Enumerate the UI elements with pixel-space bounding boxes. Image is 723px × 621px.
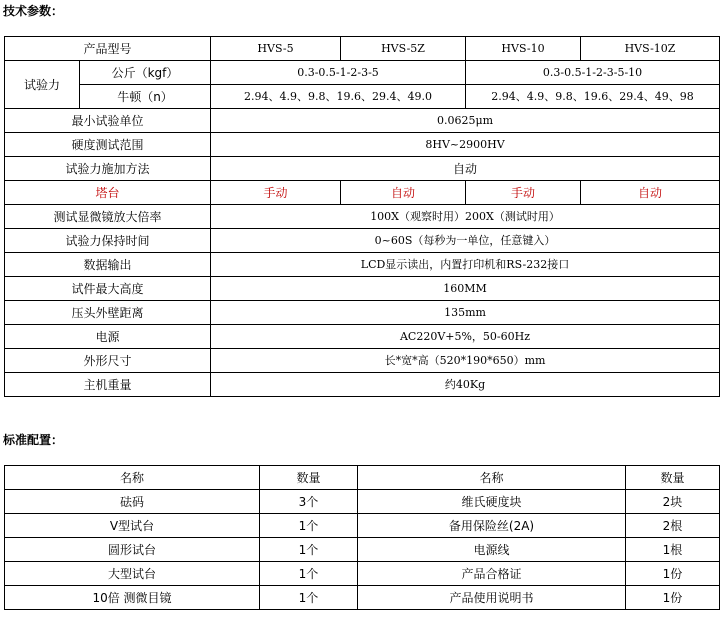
- row-value: 0~60S（每秒为一单位，任意键入）: [211, 229, 720, 253]
- row-label: 外形尺寸: [5, 349, 211, 373]
- item-name: 10倍 测微目镜: [5, 586, 260, 610]
- table-row: [5, 133, 720, 157]
- item-name: 电源线: [358, 538, 626, 562]
- kgf-label: 公斤（kgf）: [80, 61, 211, 85]
- item-qty: 1个: [260, 562, 358, 586]
- row-label: 测试显微镜放大倍率: [5, 205, 211, 229]
- row-value: 自动: [211, 157, 720, 181]
- item-qty: 2块: [626, 490, 720, 514]
- table-row: [5, 586, 720, 610]
- table-row: [5, 490, 720, 514]
- item-qty: 1份: [626, 562, 720, 586]
- model-cell: HVS-5Z: [341, 37, 466, 61]
- item-name: 砝码: [5, 490, 260, 514]
- table-header-row: [5, 466, 720, 490]
- table-row: [5, 229, 720, 253]
- n-value-b: 2.94、4.9、9.8、19.6、29.4、49、98: [466, 85, 720, 109]
- table-row: [5, 277, 720, 301]
- table-row: [5, 37, 720, 61]
- spec-heading: 技术参数：: [3, 4, 64, 18]
- turret-cell: 手动: [211, 181, 341, 205]
- table-row: [5, 373, 720, 397]
- column-header: 数量: [626, 466, 720, 490]
- row-label: 最小试验单位: [5, 109, 211, 133]
- table-row: [5, 181, 720, 205]
- row-value: 8HV~2900HV: [211, 133, 720, 157]
- item-name: 维氏硬度块: [358, 490, 626, 514]
- std-heading: 标准配置：: [3, 433, 64, 447]
- table-row: [5, 253, 720, 277]
- table-row: [5, 109, 720, 133]
- turret-cell: 自动: [581, 181, 720, 205]
- item-name: 产品使用说明书: [358, 586, 626, 610]
- table-row: [5, 85, 720, 109]
- row-value: 135mm: [211, 301, 720, 325]
- item-qty: 1个: [260, 538, 358, 562]
- row-value: 约40Kg: [211, 373, 720, 397]
- spec-table: [4, 36, 720, 397]
- row-value: LCD显示读出，内置打印机和RS-232接口: [211, 253, 720, 277]
- table-row: [5, 538, 720, 562]
- row-value: 100X（观察时用）200X（测试时用）: [211, 205, 720, 229]
- table-row: [5, 61, 720, 85]
- item-qty: 1份: [626, 586, 720, 610]
- row-value: 长*宽*高（520*190*650）mm: [211, 349, 720, 373]
- item-name: 大型试台: [5, 562, 260, 586]
- n-value-a: 2.94、4.9、9.8、19.6、29.4、49.0: [211, 85, 466, 109]
- model-cell: HVS-5: [211, 37, 341, 61]
- table-row: [5, 562, 720, 586]
- column-header: 数量: [260, 466, 358, 490]
- row-label: 试验力施加方法: [5, 157, 211, 181]
- item-qty: 1个: [260, 586, 358, 610]
- kgf-value-a: 0.3-0.5-1-2-3-5: [211, 61, 466, 85]
- turret-label: 塔台: [5, 181, 211, 205]
- n-label: 牛顿（n）: [80, 85, 211, 109]
- item-qty: 3个: [260, 490, 358, 514]
- row-label: 试件最大高度: [5, 277, 211, 301]
- table-row: [5, 349, 720, 373]
- column-header: 名称: [358, 466, 626, 490]
- item-name: 产品合格证: [358, 562, 626, 586]
- column-header: 名称: [5, 466, 260, 490]
- turret-cell: 自动: [341, 181, 466, 205]
- std-table: [4, 465, 720, 610]
- row-label: 电源: [5, 325, 211, 349]
- row-label: 试验力保持时间: [5, 229, 211, 253]
- item-name: 圆形试台: [5, 538, 260, 562]
- row-label: 硬度测试范围: [5, 133, 211, 157]
- table-row: [5, 325, 720, 349]
- item-name: V型试台: [5, 514, 260, 538]
- item-qty: 1根: [626, 538, 720, 562]
- model-cell: HVS-10Z: [581, 37, 720, 61]
- turret-cell: 手动: [466, 181, 581, 205]
- table-row: [5, 205, 720, 229]
- force-label: 试验力: [5, 61, 80, 109]
- kgf-value-b: 0.3-0.5-1-2-3-5-10: [466, 61, 720, 85]
- row-value: 160MM: [211, 277, 720, 301]
- item-qty: 1个: [260, 514, 358, 538]
- row-label: 数据输出: [5, 253, 211, 277]
- table-row: [5, 514, 720, 538]
- row-label: 压头外壁距离: [5, 301, 211, 325]
- table-row: [5, 157, 720, 181]
- model-cell: HVS-10: [466, 37, 581, 61]
- item-name: 备用保险丝(2A): [358, 514, 626, 538]
- row-value: AC220V+5%，50-60Hz: [211, 325, 720, 349]
- table-row: [5, 301, 720, 325]
- row-value: 0.0625μm: [211, 109, 720, 133]
- model-label: 产品型号: [5, 37, 211, 61]
- item-qty: 2根: [626, 514, 720, 538]
- row-label: 主机重量: [5, 373, 211, 397]
